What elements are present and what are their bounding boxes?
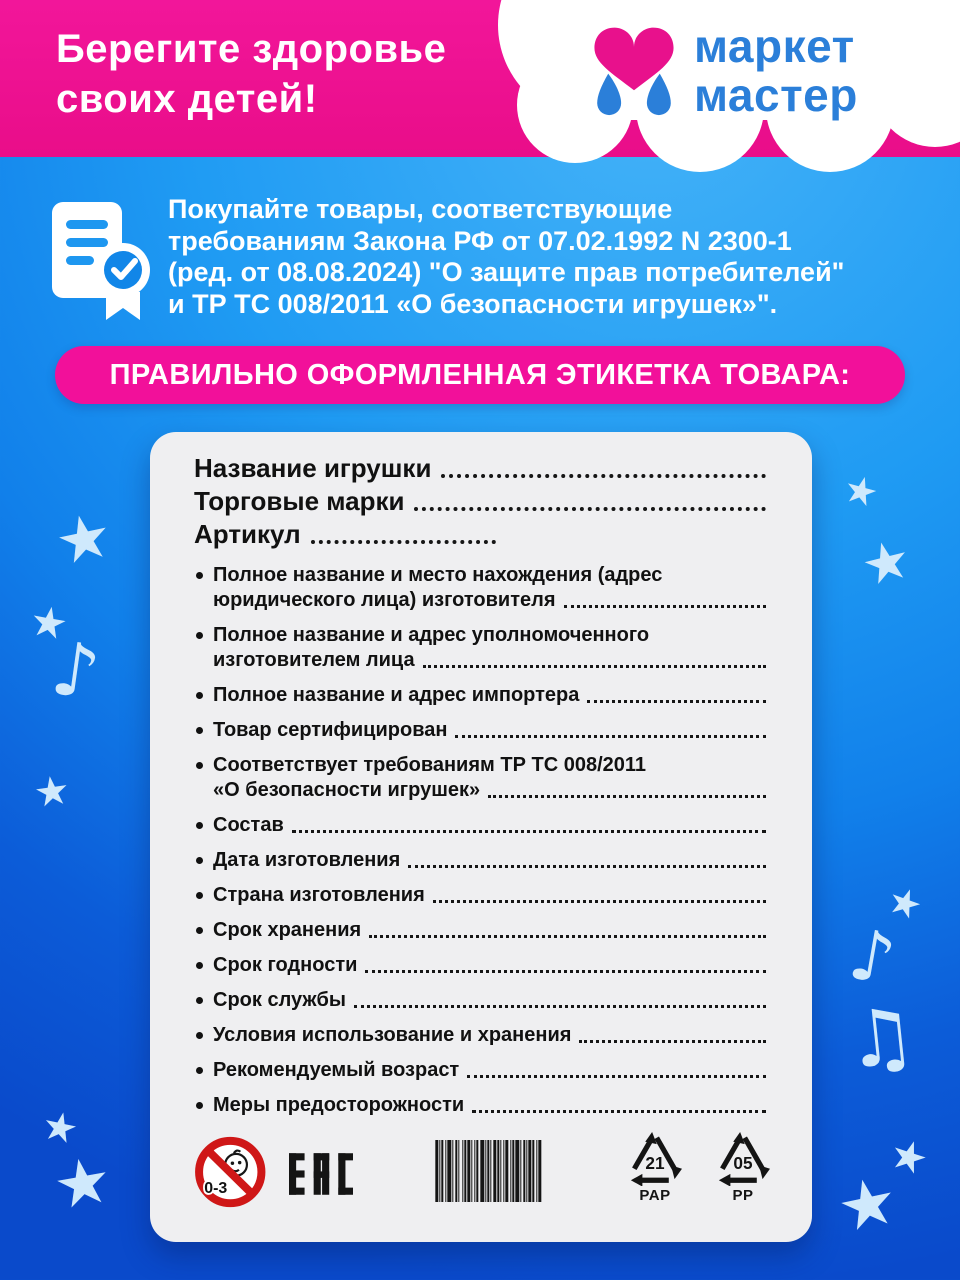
bullet-dot <box>196 962 203 969</box>
market-master-logo-icon <box>588 22 680 118</box>
bullet-dot <box>196 1032 203 1039</box>
label-header-fields <box>194 452 768 551</box>
bullet-dot <box>196 572 203 579</box>
star-icon: ★ <box>838 465 884 517</box>
label-field-row <box>194 452 768 485</box>
dotted-fill-line <box>564 605 766 608</box>
label-bullet-item <box>194 1093 768 1118</box>
label-card <box>150 432 812 1242</box>
intro-text-line: требованиям Закона РФ от 07.02.1992 N 2300-1 <box>168 225 792 256</box>
label-bullet-item <box>194 988 768 1013</box>
label-bullet-item <box>194 883 768 908</box>
music-note-icon: ♪ <box>46 625 105 717</box>
dotted-fill-line <box>587 700 766 703</box>
label-bullet-item <box>194 753 768 803</box>
recycling-material-label: PAP <box>639 1187 671 1204</box>
star-icon: ★ <box>854 526 918 599</box>
logo-wordmark <box>694 22 858 120</box>
intro-text <box>168 194 844 320</box>
star-icon: ★ <box>883 1127 935 1186</box>
bullet-item-text: «О безопасности игрушек» <box>213 779 481 801</box>
bullet-dot <box>196 1102 203 1109</box>
dotted-fill-line <box>488 795 766 798</box>
bullet-item-text: Полное название и адрес уполномоченного <box>213 624 650 646</box>
svg-text:05: 05 <box>733 1152 753 1173</box>
label-bullet-item <box>194 918 768 943</box>
bullet-item-text: Соответствует требованиям ТР ТС 008/2011 <box>213 754 647 776</box>
bullet-dot <box>196 822 203 829</box>
dotted-fill-line <box>423 665 766 668</box>
label-field-row <box>194 485 768 518</box>
dotted-fill-line <box>354 1005 766 1008</box>
label-field-name: Артикул <box>194 519 301 549</box>
page-title <box>56 24 446 124</box>
bullet-item-text: юридического лица) изготовителя <box>213 589 556 611</box>
label-bullet-item <box>194 683 768 708</box>
label-bullet-item <box>194 1058 768 1083</box>
dotted-fill-line <box>365 970 766 973</box>
bullet-dot <box>196 1067 203 1074</box>
bullet-dot <box>196 927 203 934</box>
bullet-dot <box>196 892 203 899</box>
bullet-item-text: Рекомендуемый возраст <box>213 1059 460 1081</box>
bullet-item-text: Условия использование и хранения <box>213 1024 572 1046</box>
intro-text-line: Покупайте товары, соответствующие <box>168 194 673 224</box>
label-bullet-list <box>194 563 768 1118</box>
label-field-name: Название игрушки <box>194 453 432 483</box>
bullet-item-text: Срок хранения <box>213 919 362 941</box>
eac-mark-icon <box>289 1142 354 1206</box>
bullet-item-text: Состав <box>213 814 284 836</box>
star-icon: ★ <box>37 1101 83 1155</box>
bullet-item-text: Срок службы <box>213 989 346 1011</box>
dotted-fill-line <box>455 735 766 738</box>
star-icon: ★ <box>830 1160 905 1249</box>
age-warning-0-3-icon <box>194 1134 267 1210</box>
label-bullet-item <box>194 848 768 873</box>
recycling-material-label: PP <box>732 1187 754 1204</box>
label-field-name: Торговые марки <box>194 486 405 516</box>
certificate-document-icon <box>46 196 150 322</box>
label-marks-row <box>194 1132 772 1216</box>
music-note-icon: ♫ <box>841 990 921 1088</box>
label-field-row <box>194 518 768 551</box>
recycling-mark-pp <box>714 1132 772 1204</box>
label-bullet-item <box>194 563 768 613</box>
label-bullet-item <box>194 718 768 743</box>
dotted-fill-line <box>472 1110 766 1113</box>
star-icon: ★ <box>30 766 73 818</box>
bullet-dot <box>196 857 203 864</box>
barcode-icon <box>381 1140 596 1202</box>
svg-text:21: 21 <box>645 1152 665 1173</box>
bullet-item-text: Срок годности <box>213 954 358 976</box>
dotted-fill-line <box>414 507 766 511</box>
dotted-fill-line <box>441 474 766 478</box>
bullet-item-text: изготовителем лица <box>213 649 415 671</box>
label-bullet-item <box>194 623 768 673</box>
dotted-fill-line <box>408 865 766 868</box>
logo-wordmark-line: мастер <box>694 69 858 121</box>
recycling-mark-pap <box>626 1132 684 1204</box>
bullet-dot <box>196 692 203 699</box>
intro-text-line: и ТР ТС 008/2011 «О безопасности игрушек»". <box>168 288 778 319</box>
svg-text:0-3: 0-3 <box>204 1180 228 1198</box>
dotted-fill-line <box>433 900 766 903</box>
dotted-fill-line <box>467 1075 766 1078</box>
section-banner-label: ПРАВИЛЬНО ОФОРМЛЕННАЯ ЭТИКЕТКА ТОВАРА: <box>109 358 851 391</box>
bullet-item-text: Полное название и место нахождения (адрес <box>213 564 663 586</box>
star-icon: ★ <box>48 497 119 580</box>
star-icon: ★ <box>48 1142 118 1226</box>
bullet-dot <box>196 762 203 769</box>
dotted-fill-line <box>579 1040 766 1043</box>
label-bullet-item <box>194 1023 768 1048</box>
logo-wordmark-line: маркет <box>694 20 855 72</box>
page-title-line: своих детей! <box>56 77 318 121</box>
page-title-line: Берегите здоровье <box>56 27 447 71</box>
bullet-dot <box>196 727 203 734</box>
dotted-fill-line <box>311 540 496 544</box>
bullet-dot <box>196 632 203 639</box>
star-icon: ★ <box>881 876 929 930</box>
label-bullet-item <box>194 953 768 978</box>
bullet-item-text: Полное название и адрес импортера <box>213 684 580 706</box>
dotted-fill-line <box>292 830 766 833</box>
bullet-dot <box>196 997 203 1004</box>
bullet-item-text: Страна изготовления <box>213 884 425 906</box>
section-banner <box>55 346 905 404</box>
recycling-triangle-icon <box>626 1132 684 1186</box>
label-bullet-item <box>194 813 768 838</box>
star-icon: ★ <box>26 595 72 650</box>
music-note-icon: ♪ <box>843 912 902 1002</box>
recycling-triangle-icon <box>714 1132 772 1186</box>
bullet-item-text: Меры предосторожности <box>213 1094 465 1116</box>
eac-text <box>194 1132 195 1133</box>
intro-text-line: (ред. от 08.08.2024) "О защите прав потребителей" <box>168 257 845 287</box>
bullet-item-text: Товар сертифицирован <box>213 719 448 741</box>
dotted-fill-line <box>369 935 766 938</box>
bullet-item-text: Дата изготовления <box>213 849 401 871</box>
